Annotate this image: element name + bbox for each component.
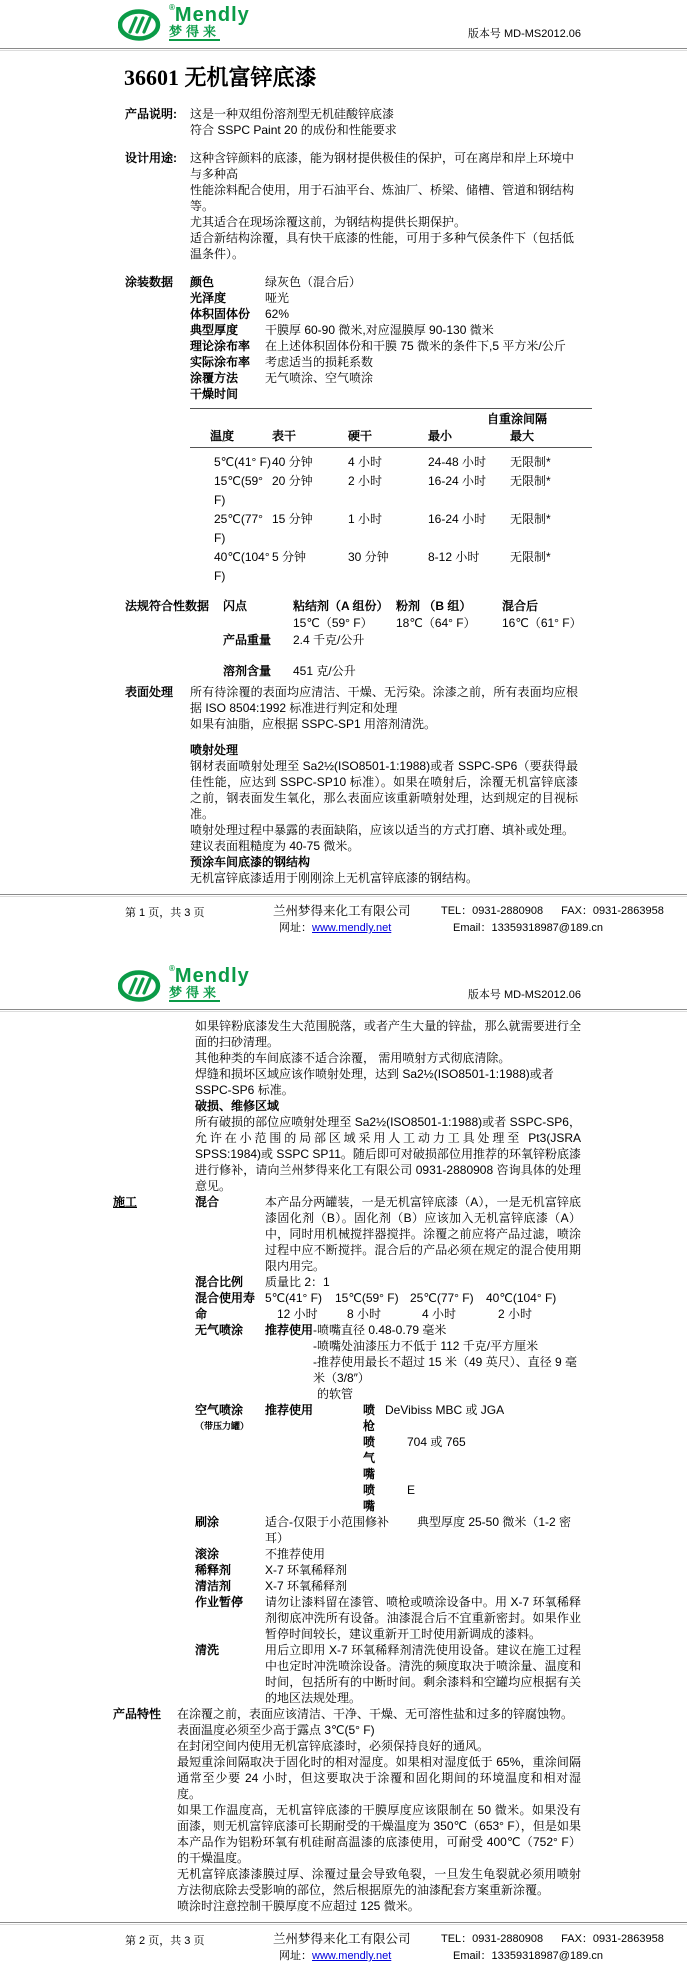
website-link[interactable]: www.mendly.net — [312, 1950, 392, 1962]
registered-mark: ® — [169, 3, 175, 12]
section-label: 表面处理 — [125, 685, 174, 699]
paragraph: 本产品分两罐装，一是无机富锌底漆（A），一是无机富锌底漆固化剂（B）。固化剂（B）应该加入无机富锌底漆（A）中，同时用机械搅拌器搅拌。涂覆之前应将产品过滤，喷涂过程中应不断搅拌。混合后的产品必须在规定的混合使用期 限内用完。 — [265, 1195, 581, 1273]
solvent-content-row — [125, 663, 578, 680]
mendly-logo — [118, 3, 250, 44]
paragraph: 如果锌粉底漆发生大范围脱落，或者产生大量的锌盐，那么就需要进行全面的扫砂清理。 — [195, 1019, 581, 1049]
page-number: 第 2 页，共 3 页 — [125, 1935, 205, 1947]
damage-repair-heading: 破损、维修区域 — [195, 1099, 280, 1113]
section-label: 产品说明: — [125, 107, 177, 121]
tel: TEL：0931-2880908 — [441, 1933, 544, 1945]
solvent-value: 451 克/公升 — [293, 664, 356, 678]
product-features-section — [113, 1706, 581, 1914]
brush-row: 刷涂 适合-仅限于小范围修补 典型厚度 25-50 微米（1-2 密耳） — [195, 1515, 572, 1545]
surface-prep-continued — [113, 1018, 581, 1194]
table-row: 40℃(104° F) 5 分钟 30 分钟 8-12 小时 无限制* — [214, 550, 551, 583]
coating-row: 光泽度 哑光 — [190, 291, 290, 305]
page-1 — [0, 0, 687, 937]
mendly-logo — [118, 964, 250, 1005]
website-link[interactable]: www.mendly.net — [312, 922, 392, 934]
flash-point-label: 闪点 — [223, 599, 248, 613]
spray-equipment-row: 喷气嘴 704 或 765 — [363, 1435, 466, 1481]
paragraph: 钢材表面喷射处理至 Sa2½(ISO8501-1:1988)或者 SSPC-SP6（要获得最佳性能，应达到 SSPC-SP10 标准）。如果在喷射后，涂覆无机富锌底漆之前，钢表面发生氧化，那么表面应该重新喷射处理，达到规定的目视标准。 — [190, 759, 578, 821]
mix-ratio-row: 混合比例 质量比 2：1 — [195, 1275, 330, 1289]
weight-label: 产品重量 — [223, 633, 272, 647]
paragraph: 在涂覆之前，表面应该清洁、干净、干燥、无可溶性盐和过多的锌腐蚀物。 — [177, 1707, 574, 1721]
paragraph: 如果有油脂，应根据 SSPC-SP1 用溶剂清洗。 — [190, 717, 437, 731]
surface-preparation-section — [125, 684, 578, 886]
paragraph: 请勿让漆料留在漆管、喷枪或喷涂设备中。用 X-7 环氧稀释剂彻底冲洗所有设备。油漆混合后不宜重新密封。如果作业暂停时间较长，建议重新开工时使用新调成的漆料。 — [265, 1595, 581, 1641]
paragraph: 建议表面粗糙度为 40-75 微米。 — [190, 839, 360, 853]
page-gap — [0, 937, 687, 961]
page-2 — [0, 961, 687, 1965]
coating-row: 干燥时间 — [190, 387, 239, 401]
text-line: -推荐使用最长不超过 15 米（49 英尺）、直径 9 毫米（3/8″） — [313, 1355, 578, 1385]
coating-data-section — [125, 274, 578, 402]
text-line: -喷嘴直径 0.48-0.79 毫米 — [313, 1323, 447, 1337]
paragraph: 喷涂时注意控制干膜厚度不应超过 125 微米。 — [177, 1899, 420, 1913]
brand-name-en: Mendly — [174, 965, 250, 987]
fax: FAX：0931-2863958 — [561, 905, 664, 917]
page2-footer — [0, 1922, 687, 1965]
text-line: 这种含锌颜料的底漆，能为钢材提供极佳的保护，可在离岸和岸上环境中与多种高 — [190, 151, 575, 181]
table-row: 5℃(41° F) 40 分钟 4 小时 24-48 小时 无限制* — [214, 455, 551, 469]
cleaner-row: 清洁剂 X-7 环氧稀释剂 — [195, 1579, 348, 1593]
work-stoppage-row: 作业暂停 请勿让漆料留在漆管、喷枪或喷涂设备中。用 X-7 环氧稀释剂彻底冲洗所有设备。油漆混合后不宜重新密封。如果作业暂停时间较长，建议重新开工时使用新调成的漆料。 — [195, 1595, 581, 1641]
airless-spray-row: 无气喷涂 推荐使用 -喷嘴直径 0.48-0.79 毫米 -喷嘴处油漆压力不低于 112 千克/平方厘米 -推荐使用最长不超过 15 米（49 英尺）、直径 9 毫米（3/8″） 的软管 — [195, 1322, 581, 1402]
brand-name-cn: 梦得来 — [169, 985, 221, 1000]
paragraph: 如果工作温度高，无机富锌底漆的干膜厚度应该限制在 50 微米。如果没有面漆，则无机富锌底漆可长期耐受的干燥温度为 350℃（653° F），但是如果本产品作为铝粉环氧有机硅耐高温漆的底漆使用，可耐受 400℃（752° F）的干燥温度。 — [177, 1803, 581, 1865]
paragraph: 在封闭空间内使用无机富锌底漆时，必须保持良好的通风。 — [177, 1739, 490, 1753]
brand-name-cn: 梦得来 — [169, 24, 221, 39]
brand-name-en: Mendly — [174, 4, 250, 26]
registered-mark: ® — [169, 964, 175, 973]
company-name: 兰州梦得来化工有限公司 — [273, 1932, 411, 1946]
table-row: 15℃(59° F) 20 分钟 2 小时 16-24 小时 无限制* — [214, 474, 551, 507]
thinner-row: 稀释剂 X-7 环氧稀释剂 — [195, 1563, 348, 1577]
page2-header — [0, 961, 687, 1009]
page-number: 第 1 页，共 3 页 — [125, 907, 205, 919]
coating-row: 体积固体份 62% — [190, 307, 290, 321]
mendly-logo-icon — [118, 969, 164, 1005]
drying-time-table — [190, 408, 592, 586]
page1-header — [0, 0, 687, 48]
section-label: 产品特性 — [113, 1707, 162, 1721]
recoat-interval-header: 自重涂间隔 — [486, 412, 547, 426]
paragraph: 最短重涂间隔取决于固化时的相对湿度。如果相对湿度低于 65%，重涂间隔通常至少要 24 小时，但这要取决于涂覆和固化期间的环境温度和相对湿度。 — [177, 1755, 581, 1801]
page-title: 36601 无机富锌底漆 — [124, 65, 317, 90]
coating-row: 实际涂布率 考虑适当的损耗系数 — [190, 355, 374, 369]
header-divider — [0, 48, 687, 51]
application-section — [113, 1194, 581, 1706]
website-label: 网址： — [279, 922, 312, 934]
header-divider — [0, 1009, 687, 1012]
pressure-pot-note: （带压力罐） — [195, 1421, 250, 1431]
air-spray-row: 空气喷涂 （带压力罐） 推荐使用 喷枪 DeVibiss MBC 或 JGA 喷气嘴 704 或 765 喷嘴 E — [195, 1402, 581, 1514]
roller-row: 滚涂 不推荐使用 — [195, 1547, 326, 1561]
spray-equipment-row: 喷枪 DeVibiss MBC 或 JGA — [363, 1403, 505, 1433]
product-description-section — [125, 106, 578, 138]
coating-row: 涂覆方法 无气喷涂、空气喷涂 — [190, 371, 374, 385]
coating-row: 颜色 绿灰色（混合后） — [190, 275, 362, 289]
paragraph: 无机富锌底漆漆膜过厚、涂覆过量会导致龟裂，一旦发生龟裂就必须用喷射方法彻底除去受影响的部位，然后根据原先的油漆配套方案重新涂覆。 — [177, 1867, 581, 1897]
paragraph: 其他种类的车间底漆不适合涂覆， 需用喷射方式彻底清除。 — [195, 1051, 511, 1065]
paragraph: 无机富锌底漆适用于刚刚涂上无机富锌底漆的钢结构。 — [190, 871, 479, 885]
text-line: 适合新结构涂覆，具有快干底漆的性能，可用于多种气侯条件下（包括低温条件）。 — [190, 231, 575, 261]
design-use-section — [125, 150, 578, 262]
solvent-label: 溶剂含量 — [223, 664, 272, 678]
blast-cleaning-heading: 喷射处理 — [190, 743, 239, 757]
text-line: -喷嘴处油漆压力不低于 112 千克/平方厘米 — [313, 1339, 539, 1353]
text-line: 符合 SSPC Paint 20 的成份和性能要求 — [190, 123, 397, 137]
website-label: 网址： — [279, 1950, 312, 1962]
table-header-row: 温度 表干 硬干 最小 最大 — [190, 428, 592, 448]
pot-life-temps: 5℃(41° F) 15℃(59° F) 25℃(77° F) 40℃(104° F) — [265, 1291, 557, 1305]
paragraph: 所有破损的部位应喷射处理至 Sa2½(ISO8501-1:1988)或者 SSPC-SP6，允许在小范围的局部区域采用人工动力工具处理至 Pt3(JSRA SPSS:1984)或 SSPC SP11。随后即可对破损部位用推荐的环氧锌粉底漆进行修补，请向兰州梦得来化工有限公司 0931-2880908 咨询具体的处理意见。 — [195, 1115, 581, 1193]
email: Email：13359318987@189.cn — [453, 922, 603, 934]
coating-row: 理论涂布率 在上述体积固体份和干膜 75 微米的条件下,5 平方米/公斤 — [190, 339, 566, 353]
paragraph: 喷射处理过程中暴露的表面缺陷，应该以适当的方式打磨、填补或处理。 — [190, 823, 575, 837]
version-label: 版本号 MD-MS2012.06 — [467, 989, 581, 1001]
pot-life-row: 混合使用寿命 5℃(41° F) 15℃(59° F) 25℃(77° F) 40℃(104° F) 12 小时 8 小时 4 小时 2 小时 — [195, 1290, 581, 1322]
paragraph: 用后立即用 X-7 环氧稀释剂清洗使用设备。建议在施工过程中也定时冲洗喷涂设备。清洗的频度取决于喷涂量、温度和时间，包括所有的中断时间。剩余漆料和空罐均应根据有关的地区法规处理。 — [265, 1643, 581, 1705]
version-label: 版本号 MD-MS2012.06 — [467, 28, 581, 40]
mendly-logo-icon — [118, 8, 164, 44]
company-name: 兰州梦得来化工有限公司 — [273, 904, 411, 918]
fax: FAX：0931-2863958 — [561, 1933, 664, 1945]
coating-row: 典型厚度 干膜厚 60-90 微米,对应湿膜厚 90-130 微米 — [190, 323, 494, 337]
text-line: 的软管 — [317, 1387, 354, 1401]
section-label: 法规符合性数据 — [125, 599, 210, 613]
section-label: 施工 — [113, 1195, 138, 1209]
mixing-row: 混合 本产品分两罐装，一是无机富锌底漆（A），一是无机富锌底漆固化剂（B）。固化剂（B）应该加入无机富锌底漆（A）中，同时用机械搅拌器搅拌。涂覆之前应将产品过滤，喷涂过程中应不断搅拌。混合后的产品必须在规定的混合使用期 限内用完。 — [195, 1195, 581, 1273]
regulatory-section: 法规符合性数据 闪点 粘结剂（A 组份） 粉剂 （B 组） 混合后 15℃（59° F） 18℃（64° F） 16℃（61° F） 产品重量 2.4 千克/公升 — [125, 599, 582, 647]
spray-equipment-row: 喷嘴 E — [363, 1483, 416, 1513]
pot-life-times: 12 小时 8 小时 4 小时 2 小时 — [277, 1307, 533, 1321]
tel: TEL：0931-2880908 — [441, 905, 544, 917]
text-line: 这是一种双组份溶剂型无机硅酸锌底漆 — [190, 107, 395, 121]
table-row: 25℃(77° F) 15 分钟 1 小时 16-24 小时 无限制* — [214, 512, 551, 545]
shop-primer-heading: 预涂车间底漆的钢结构 — [190, 855, 311, 869]
weight-value: 2.4 千克/公升 — [293, 633, 365, 647]
paragraph: 表面温度必须至少高于露点 3℃(5° F) — [177, 1723, 375, 1737]
email: Email：13359318987@189.cn — [453, 1950, 603, 1962]
paragraph: 焊缝和损坏区域应该作喷射处理，达到 Sa2½(ISO8501-1:1988)或者 SSPC-SP6 标准。 — [195, 1067, 554, 1097]
text-line: 性能涂料配合使用，用于石油平台、炼油厂、桥梁、储槽、管道和钢结构等。 — [190, 183, 575, 213]
page1-footer — [0, 894, 687, 937]
paragraph: 所有待涂覆的表面均应清洁、干燥、无污染。涂漆之前，所有表面均应根据 ISO 8504:1992 标准进行判定和处理 — [190, 685, 578, 715]
text-line: 尤其适合在现场涂覆这前，为钢结构提供长期保护。 — [190, 215, 467, 229]
section-label: 设计用途: — [125, 151, 177, 165]
cleaning-row: 清洗 用后立即用 X-7 环氧稀释剂清洗使用设备。建议在施工过程中也定时冲洗喷涂设备。清洗的频度取决于喷涂量、温度和时间，包括所有的中断时间。剩余漆料和空罐均应根据有关的地区法规处理。 — [195, 1643, 581, 1705]
section-label: 涂装数据 — [125, 275, 174, 289]
drying-table-wrap — [125, 402, 578, 586]
